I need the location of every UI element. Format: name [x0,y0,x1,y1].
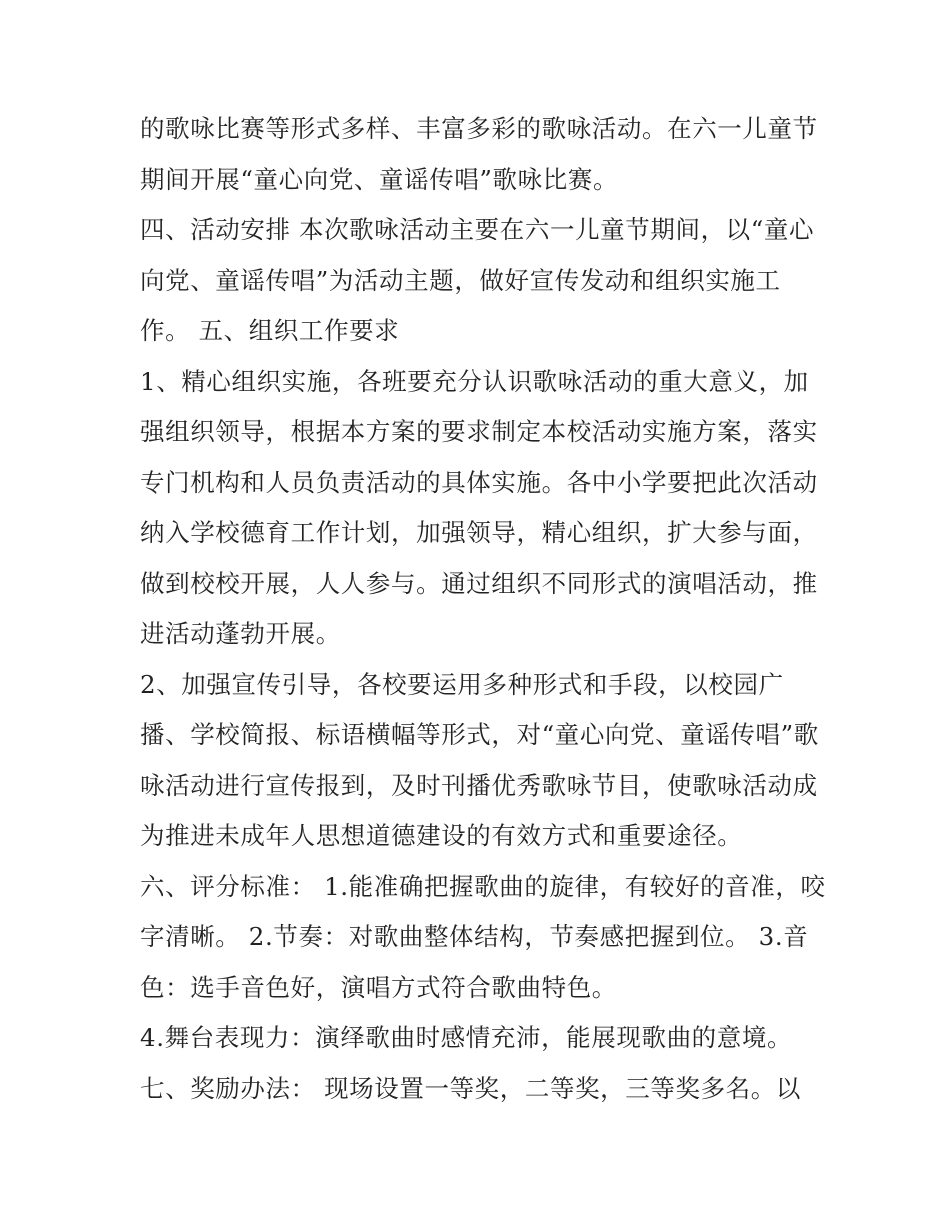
text-line: 2、加强宣传引导，各校要运用多种形式和手段，以校园广 [140,670,784,699]
text-line: 强组织领导，根据本方案的要求制定本校活动实施方案，落实 [140,417,818,446]
text-line: 七、奖励办法： 现场设置一等奖，二等奖，三等奖多名。以 [140,1074,801,1103]
text-line: 向党、童谣传唱”为活动主题，做好宣传发动和组织实施工 [140,266,781,295]
text-line: 做到校校开展，人人参与。通过组织不同形式的演唱活动，推 [140,569,818,598]
text-line: 专门机构和人员负责活动的具体实施。各中小学要把此次活动 [140,468,818,497]
text-line: 作。 五、组织工作要求 [140,316,400,345]
text-line: 四、活动安排 本次歌咏活动主要在六一儿童节期间，以“童心 [140,215,815,244]
text-line: 色：选手音色好，演唱方式符合歌曲特色。 [140,973,617,1002]
text-line: 1、精心组织实施，各班要充分认识歌咏活动的重大意义，加 [140,367,809,396]
text-line: 为推进未成年人思想道德建设的有效方式和重要途径。 [140,821,743,850]
text-line: 进活动蓬勃开展。 [140,619,341,648]
text-line: 的歌咏比赛等形式多样、丰富多彩的歌咏活动。在六一儿童节 [140,114,818,143]
text-line: 字清晰。 2.节奏：对歌曲整体结构，节奏感把握到位。 3.音 [140,922,809,951]
text-line: 播、学校简报、标语横幅等形式，对“童心向党、童谣传唱”歌 [140,720,819,749]
text-line: 六、评分标准： 1.能准确把握歌曲的旋律，有较好的音准，咬 [140,872,826,901]
text-line: 纳入学校德育工作计划，加强领导，精心组织，扩大参与面， [140,518,818,547]
text-line: 期间开展“童心向党、童谣传唱”歌咏比赛。 [140,165,619,194]
text-line: 4.舞台表现力：演绎歌曲时感情充沛，能展现歌曲的意境。 [140,1023,793,1052]
text-line: 咏活动进行宣传报到，及时刊播优秀歌咏节目，使歌咏活动成 [140,771,818,800]
